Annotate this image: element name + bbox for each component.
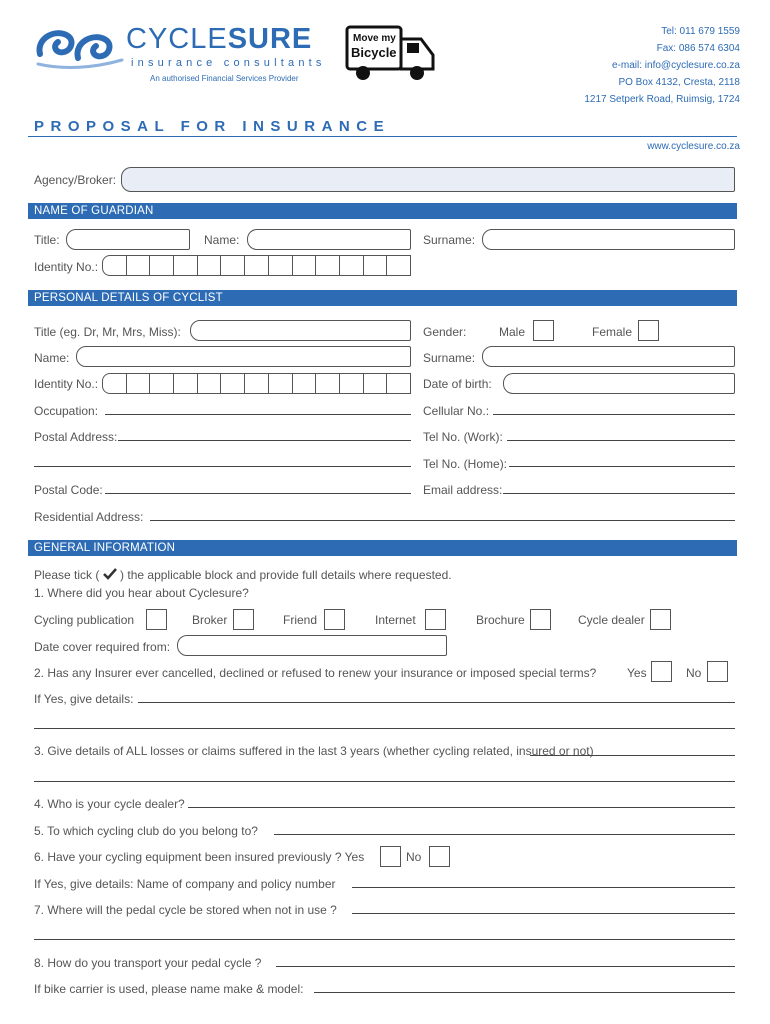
cyclist-id-label: Identity No.: xyxy=(34,377,99,391)
agency-label: Agency/Broker: xyxy=(34,173,117,187)
postal-address-label: Postal Address: xyxy=(34,430,118,444)
opt-publication-checkbox[interactable] xyxy=(146,609,167,630)
cyclist-dob-input[interactable] xyxy=(503,373,735,394)
q8-carrier-label: If bike carrier is used, please name make & model: xyxy=(34,982,304,996)
opt-friend-checkbox[interactable] xyxy=(324,609,345,630)
tick-instruction-post: ) the applicable block and provide full details where requested. xyxy=(120,568,452,582)
tick-instruction xyxy=(34,568,452,582)
q8-carrier-line[interactable] xyxy=(314,992,735,993)
q2-yes-checkbox[interactable] xyxy=(651,661,672,682)
cyclist-surname-input[interactable] xyxy=(482,346,735,367)
contact-po-box: PO Box 4132, Cresta, 2118 xyxy=(618,77,740,88)
q2-no-checkbox[interactable] xyxy=(707,661,728,682)
date-cover-input[interactable] xyxy=(177,635,447,656)
q6-details-line[interactable] xyxy=(352,887,735,888)
opt-internet-label: Internet xyxy=(375,613,416,627)
question-8: 8. How do you transport your pedal cycle ? xyxy=(34,956,262,970)
gender-male-label: Male xyxy=(499,325,526,339)
q3-line-2[interactable] xyxy=(34,781,735,782)
date-cover-label: Date cover required from: xyxy=(34,640,171,654)
q2-no-label: No xyxy=(686,666,702,680)
truck-text-line2: Bicycle xyxy=(351,45,397,60)
q6-details-label: If Yes, give details: Name of company and policy number xyxy=(34,877,336,891)
cyclist-dob-label: Date of birth: xyxy=(423,377,492,391)
tel-work-label: Tel No. (Work): xyxy=(423,430,503,444)
guardian-id-boxes[interactable] xyxy=(102,255,411,276)
contact-email[interactable]: e-mail: info@cyclesure.co.za xyxy=(612,60,740,71)
question-6: 6. Have your cycling equipment been insured previously ? Yes xyxy=(34,850,365,864)
question-7: 7. Where will the pedal cycle be stored when not in use ? xyxy=(34,903,337,917)
cyclist-surname-label: Surname: xyxy=(423,351,476,365)
cyclist-title-input[interactable] xyxy=(190,320,411,341)
brand-sure: SURE xyxy=(227,23,313,55)
question-2: 2. Has any Insurer ever cancelled, declined or refused to renew your insurance or imposed special terms? xyxy=(34,666,597,680)
occupation-line[interactable] xyxy=(105,414,411,415)
q2-yes-label: Yes xyxy=(627,666,647,680)
opt-publication-label: Cycling publication xyxy=(34,613,135,627)
opt-broker-label: Broker xyxy=(192,613,228,627)
question-3: 3. Give details of ALL losses or claims suffered in the last 3 years (whether cycling related, insured or not) xyxy=(34,744,594,758)
cyclist-id-boxes[interactable] xyxy=(102,373,411,394)
cyclist-gender-label: Gender: xyxy=(423,325,467,339)
question-5: 5. To which cycling club do you belong to? xyxy=(34,824,258,838)
move-my-bicycle-logo xyxy=(345,25,437,83)
q2-details-label: If Yes, give details: xyxy=(34,692,134,706)
residential-address-label: Residential Address: xyxy=(34,510,144,524)
question-1: 1. Where did you hear about Cyclesure? xyxy=(34,586,249,600)
opt-dealer-label: Cycle dealer xyxy=(578,613,645,627)
question-4: 4. Who is your cycle dealer? xyxy=(34,797,185,811)
truck-text-line1: Move my xyxy=(353,33,396,44)
agency-input[interactable] xyxy=(121,167,735,192)
q6-no-checkbox[interactable] xyxy=(429,846,450,867)
postal-address-line-1[interactable] xyxy=(118,440,411,441)
checkmark-icon xyxy=(103,568,117,580)
opt-dealer-checkbox[interactable] xyxy=(650,609,671,630)
contact-address: 1217 Setperk Road, Ruimsig, 1724 xyxy=(584,94,740,105)
brand-cycle: CYCLE xyxy=(126,23,228,55)
tel-work-line[interactable] xyxy=(507,440,735,441)
q6-yes-checkbox[interactable] xyxy=(380,846,401,867)
opt-internet-checkbox[interactable] xyxy=(425,609,446,630)
q7-line-1[interactable] xyxy=(352,913,735,914)
cyclesure-swirl-icon xyxy=(34,24,126,70)
opt-brochure-checkbox[interactable] xyxy=(530,609,551,630)
q4-line[interactable] xyxy=(188,807,735,808)
general-section-heading: GENERAL INFORMATION xyxy=(28,540,737,556)
email-label: Email address: xyxy=(423,483,503,497)
q3-line-1[interactable] xyxy=(530,755,735,756)
gender-male-checkbox[interactable] xyxy=(533,320,554,341)
opt-broker-checkbox[interactable] xyxy=(233,609,254,630)
cyclist-name-input[interactable] xyxy=(76,346,411,367)
authorised-provider-text: An authorised Financial Services Provider xyxy=(150,74,299,83)
brand-subtitle: insurance consultants xyxy=(131,57,326,69)
q2-details-line-2[interactable] xyxy=(34,728,735,729)
cyclist-title-label: Title (eg. Dr, Mr, Mrs, Miss): xyxy=(34,325,181,339)
cyclist-name-label: Name: xyxy=(34,351,70,365)
cellular-line[interactable] xyxy=(493,414,735,415)
guardian-title-label: Title: xyxy=(34,233,60,247)
q5-line[interactable] xyxy=(274,834,735,835)
guardian-name-label: Name: xyxy=(204,233,240,247)
contact-fax: Fax: 086 574 6304 xyxy=(656,43,740,54)
guardian-name-input[interactable] xyxy=(247,229,411,250)
gender-female-label: Female xyxy=(592,325,633,339)
contact-tel: Tel: 011 679 1559 xyxy=(661,26,740,37)
guardian-surname-input[interactable] xyxy=(482,229,735,250)
residential-address-line[interactable] xyxy=(150,520,735,521)
gender-female-checkbox[interactable] xyxy=(638,320,659,341)
occupation-label: Occupation: xyxy=(34,404,99,418)
guardian-section-heading: NAME OF GUARDIAN xyxy=(28,203,737,219)
opt-friend-label: Friend xyxy=(283,613,318,627)
tel-home-label: Tel No. (Home): xyxy=(423,457,508,471)
title-rule xyxy=(28,136,737,137)
page-title: PROPOSAL FOR INSURANCE xyxy=(34,118,391,135)
postal-code-line[interactable] xyxy=(105,493,411,494)
opt-brochure-label: Brochure xyxy=(476,613,525,627)
q8-line[interactable] xyxy=(276,966,735,967)
tick-instruction-pre: Please tick ( xyxy=(34,568,100,582)
guardian-surname-label: Surname: xyxy=(423,233,476,247)
q6-no-label: No xyxy=(406,850,422,864)
website-link[interactable]: www.cyclesure.co.za xyxy=(647,141,740,152)
postal-code-label: Postal Code: xyxy=(34,483,103,497)
postal-address-line-2[interactable] xyxy=(34,466,411,467)
guardian-title-input[interactable] xyxy=(66,229,190,250)
q2-details-line-1[interactable] xyxy=(138,702,735,703)
guardian-id-label: Identity No.: xyxy=(34,260,99,274)
cellular-label: Cellular No.: xyxy=(423,404,490,418)
email-line[interactable] xyxy=(503,493,735,494)
q7-line-2[interactable] xyxy=(34,939,735,940)
cyclist-section-heading: PERSONAL DETAILS OF CYCLIST xyxy=(28,290,737,306)
tel-home-line[interactable] xyxy=(509,466,735,467)
